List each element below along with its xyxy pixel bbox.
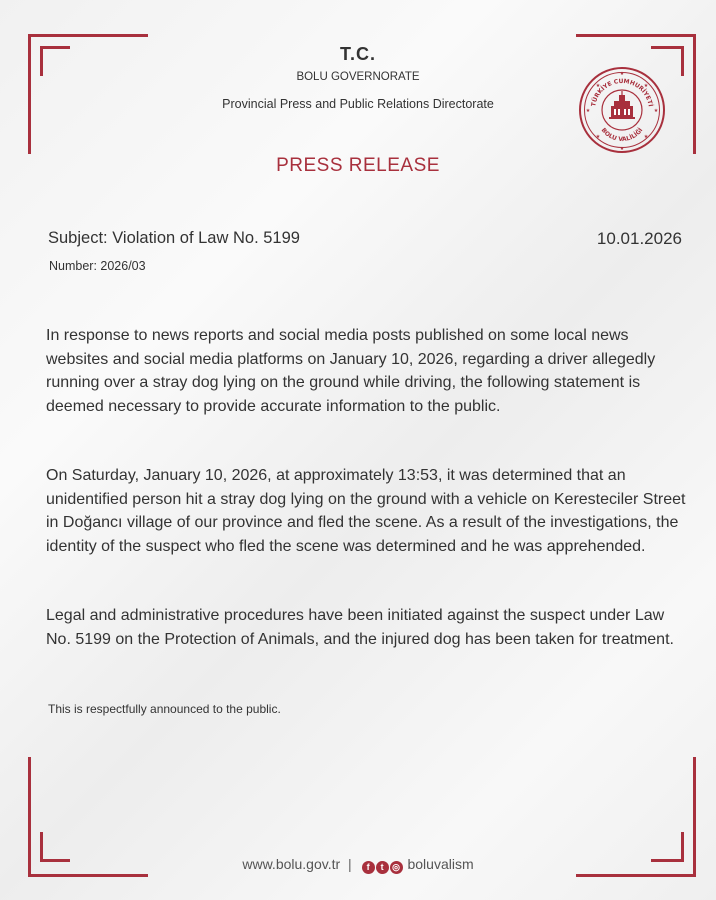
body-paragraph-2: On Saturday, January 10, 2026, at approximately 13:53, it was determined that an unidentified person hit a stray dog lying on the ground with a vehicle on Keresteciler Street in Doğancı village of our province and fled the scene. As a result of the investigations, the identity of the suspect who fled the scene was determined and he was apprehended. (46, 467, 686, 555)
svg-text:BOLU VALİLİĞİ: BOLU VALİLİĞİ (599, 126, 645, 144)
facebook-icon[interactable]: f (362, 861, 375, 874)
header-tc: T.C. (339, 44, 376, 64)
header-directorate: Provincial Press and Public Relations Directorate (222, 97, 494, 111)
svg-text:★: ★ (595, 83, 601, 89)
footer-social-handle[interactable]: boluvalism (407, 856, 474, 872)
closing-announcement: This is respectfully announced to the public. (48, 702, 281, 716)
svg-text:★: ★ (595, 134, 601, 140)
svg-text:TÜRKİYE CUMHURİYETİ: TÜRKİYE CUMHURİYETİ (590, 77, 654, 108)
svg-text:★: ★ (585, 108, 591, 114)
press-release-title: PRESS RELEASE (276, 155, 440, 176)
header-governorate: BOLU GOVERNORATE (296, 71, 420, 83)
svg-text:★: ★ (619, 71, 625, 77)
footer-separator: | (348, 856, 352, 872)
release-date: 10.01.2026 (596, 229, 682, 248)
footer-website-link[interactable]: www.bolu.gov.tr (242, 856, 341, 872)
instagram-icon[interactable]: ◎ (390, 861, 403, 874)
svg-text:★: ★ (653, 108, 659, 114)
svg-text:★: ★ (643, 83, 649, 89)
footer (0, 856, 716, 874)
body-paragraph-1: In response to news reports and social media posts published on some local news websites and social media platforms on January 10, 2026, regarding a driver allegedly running over a stray dog lying on the ground while driving, the following statement is deemed necessary to provide accurate information to the public. (46, 327, 656, 415)
subject-line: Subject: Violation of Law No. 5199 (48, 229, 300, 247)
svg-text:★: ★ (643, 134, 649, 140)
body-paragraph-3: Legal and administrative procedures have been initiated against the suspect under Law No. 5199 on the Protection of Animals, and the injured dog has been taken for treatment. (46, 607, 674, 648)
release-number: Number: 2026/03 (49, 259, 146, 273)
twitter-icon[interactable]: t (376, 861, 389, 874)
governorate-seal-icon (578, 66, 666, 154)
svg-text:★: ★ (619, 146, 625, 152)
